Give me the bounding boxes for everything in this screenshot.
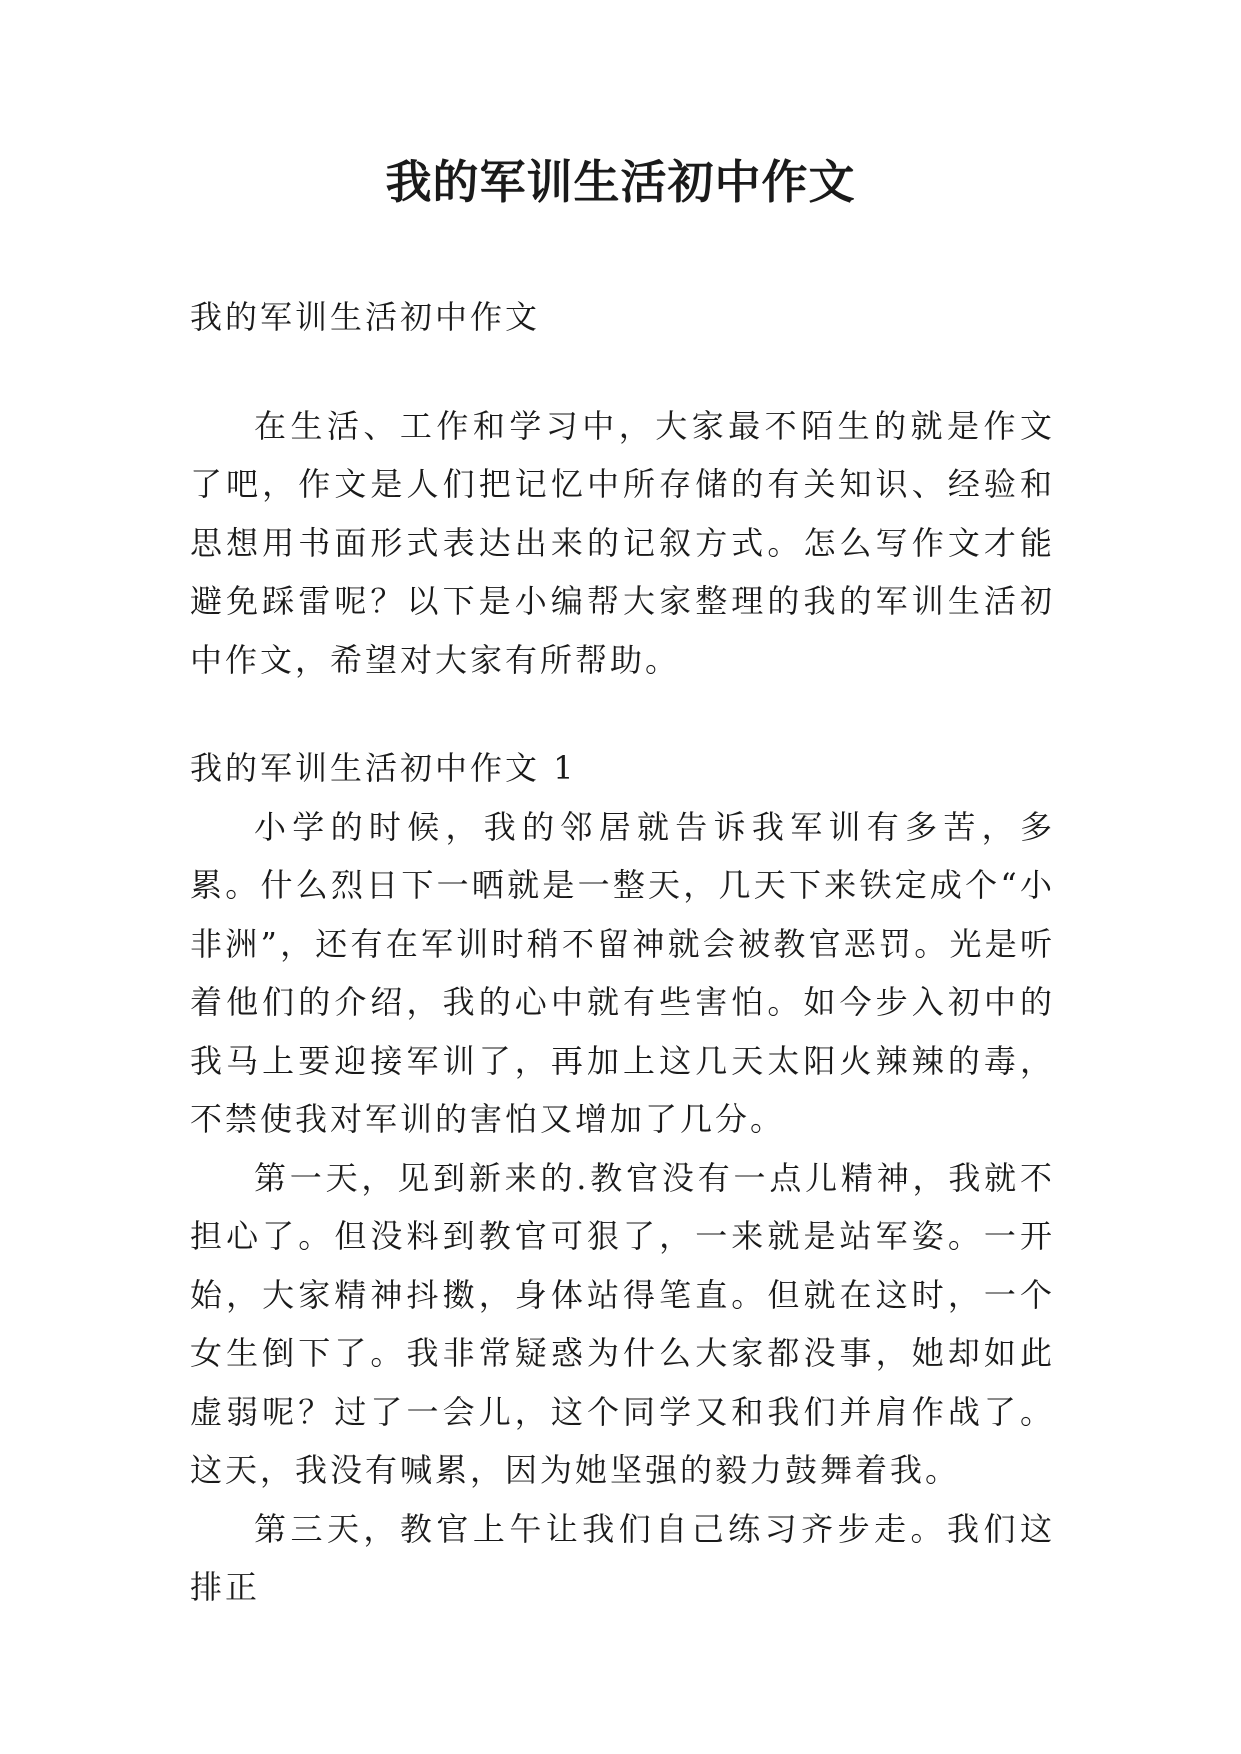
intro-paragraph: 在生活、工作和学习中，大家最不陌生的就是作文了吧，作文是人们把记忆中所存储的有关知识、经验和思想用书面形式表达出来的记叙方式。怎么写作文才能避免踩雷呢？以下是小编帮大家整理的我的军训生活初中作文，希望对大家有所帮助。 xyxy=(190,406,1055,679)
body-paragraph-3: 第三天，教官上午让我们自己练习齐步走。我们这排正 xyxy=(190,1509,1055,1606)
section-heading: 我的军训生活初中作文 1 xyxy=(190,749,577,787)
body-paragraph-2: 第一天，见到新来的.教官没有一点儿精神，我就不担心了。但没料到教官可狠了，一来就是站军姿。一开始，大家精神抖擞，身体站得笔直。但就在这时，一个女生倒下了。我非常疑惑为什么大家都没事，她却如此虚弱呢？过了一会儿，这个同学又和我们并肩作战了。这天，我没有喊累，因为她坚强的毅力鼓舞着我。 xyxy=(190,1158,1055,1489)
body-paragraph-1: 小学的时候，我的邻居就告诉我军训有多苦，多累。什么烈日下一晒就是一整天，几天下来铁定成个“小非洲”，还有在军训时稍不留神就会被教官恶罚。光是听着他们的介绍，我的心中就有些害怕。如今步入初中的我马上要迎接军训了，再加上这几天太阳火辣辣的毒，不禁使我对军训的害怕又增加了几分。 xyxy=(190,807,1055,1138)
document-title: 我的军训生活初中作文 xyxy=(385,155,856,209)
document-body xyxy=(190,288,1055,1617)
document-subtitle: 我的军训生活初中作文 xyxy=(190,298,541,336)
